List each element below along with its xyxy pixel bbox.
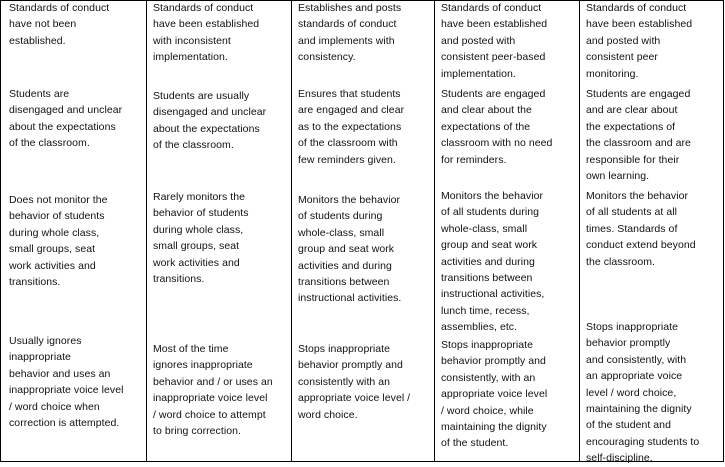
rubric-cell: Students are disengaged and unclear about the expectations of the classroom. (9, 88, 123, 150)
rubric-cell: Monitors the behavior of all students during whole-class, small group and seat work activities and during transitions between instructional activities, lunch time, recess, assemblies, etc. (441, 190, 545, 334)
rubric-cell: Students are usually disengaged and unclear about the expectations of the classroom. (153, 90, 267, 152)
rubric-cell: Stops inappropriate behavior promptly and consistently, with an appropriate voice level / word choice, while maintaining the dignity of the student. (441, 339, 548, 450)
rubric-cell: Standards of conduct have not been established. (9, 2, 110, 47)
rubric-cell: Standards of conduct have been established with inconsistent implementation. (153, 2, 260, 64)
rubric-cell: Most of the time ignores inappropriate behavior and / or uses an inappropriate voice level / word choice to attempt to bring correction. (153, 343, 273, 438)
column-divider (723, 0, 724, 462)
rubric-cell: Students are engaged and clear about the expectations of the classroom with no need for reminders. (441, 88, 553, 166)
rubric-cell: Students are engaged and are clear about the expectations of the classroom and are responsible for their own learning. (586, 88, 691, 183)
rubric-cell: Standards of conduct have been established and posted with consistent peer monitoring. (586, 2, 693, 80)
column-divider (146, 0, 147, 462)
rubric-cell: Establishes and posts standards of conduct and implements with consistency. (298, 2, 402, 64)
column-divider (579, 0, 580, 462)
column-divider (434, 0, 435, 462)
rubric-cell: Does not monitor the behavior of students during whole class, small groups, seat work activities and transitions. (9, 194, 108, 289)
rubric-cell: Standards of conduct have been established and posted with consistent peer-based implementation. (441, 2, 548, 80)
rubric-cell: Rarely monitors the behavior of students during whole class, small groups, seat work activities and transitions. (153, 191, 249, 286)
rubric-cell: Usually ignores inappropriate behavior and uses an inappropriate voice level / word choice when correction is attempted. (9, 335, 124, 430)
column-divider (291, 0, 292, 462)
rubric-cell: Monitors the behavior of all students at all times. Standards of conduct extend beyond the classroom. (586, 190, 696, 268)
rubric-cell: Stops inappropriate behavior promptly and consistently, with an appropriate voice level / word choice, maintaining the dignity of the student and encouraging students to self-discipline. (586, 321, 700, 465)
rubric-cell: Stops inappropriate behavior promptly and consistently with an appropriate voice level / word choice. (298, 343, 411, 421)
rubric-cell: Ensures that students are engaged and clear as to the expectations of the classroom with few reminders given. (298, 88, 405, 166)
rubric-cell: Monitors the behavior of students during whole-class, small group and seat work activities and during transitions between instructional activities. (298, 194, 402, 305)
column-divider (0, 0, 1, 462)
